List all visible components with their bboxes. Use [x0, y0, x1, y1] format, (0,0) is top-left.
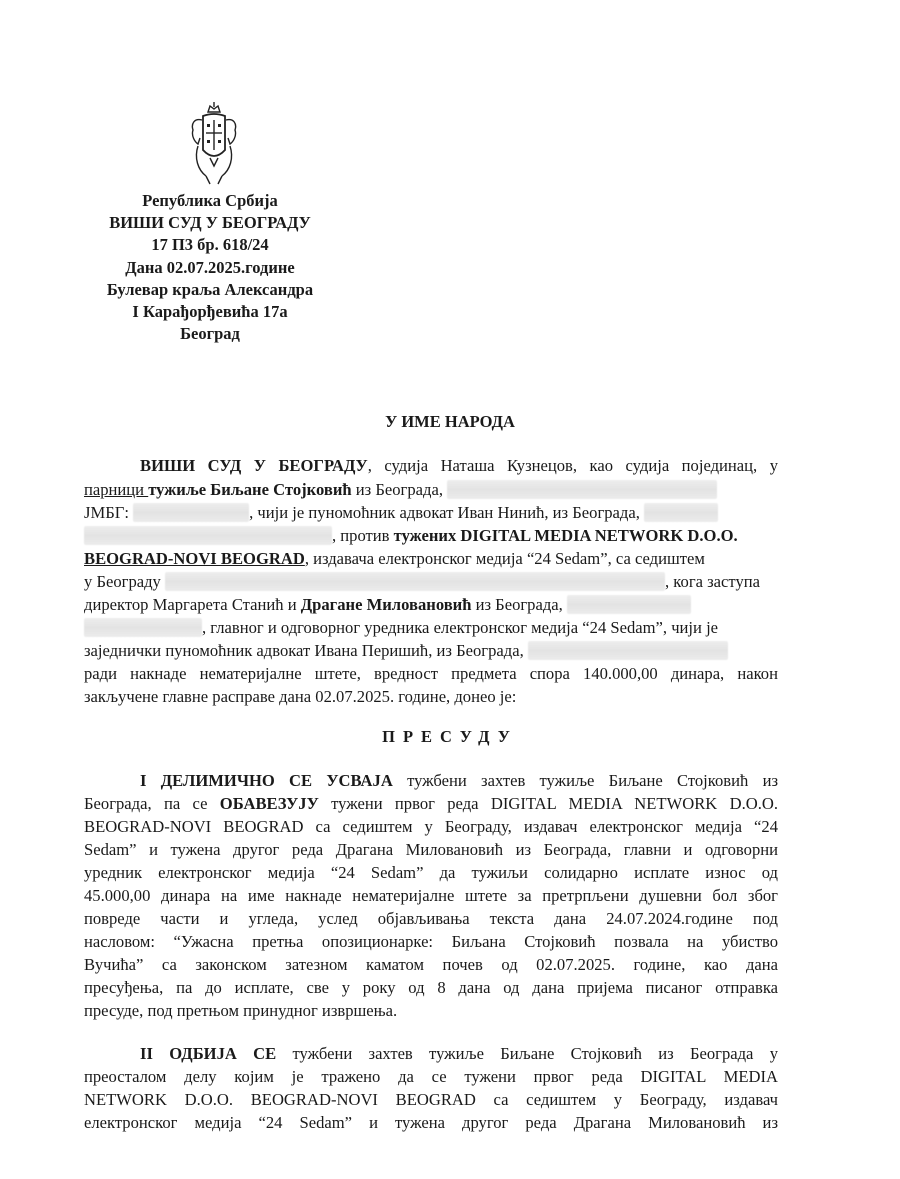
section1-text: Београда, па се	[84, 794, 220, 813]
intro-text: парници	[84, 480, 149, 499]
intro-line-8	[84, 617, 778, 639]
verdict-title: ПРЕСУДУ	[382, 727, 518, 746]
redacted-block	[84, 526, 332, 545]
section1-line-7: повреде части и угледа, услед објављивања текста дана 24.07.2024.године под	[84, 909, 778, 928]
intro-text: , судија Наташа Кузнецов, као судија појединац, у	[367, 456, 778, 475]
case-number: 17 П3 бр. 618/24	[151, 235, 269, 255]
redacted-block	[133, 503, 249, 522]
section2-line-2: преосталом делу којим је тражено да се тужени првог реда DIGITAL MEDIA	[84, 1067, 778, 1086]
section2-text: тужбени захтев тужиље Биљане Стојковић из Београда у	[276, 1044, 779, 1063]
intro-line-11: закључене главне расправе дана 02.07.2025. године, донео је:	[84, 687, 517, 706]
defendant-company: BEOGRAD-NOVI BEOGRAD	[84, 549, 305, 568]
intro-text: , издавача електронског медија “24 Sedam”, са седиштем	[304, 549, 705, 568]
second-defendant-name: Драгане Миловановић	[300, 595, 472, 614]
section2-line-3: NETWORK D.O.O. BEOGRAD-NOVI BEOGRAD са седиштем у Београду, издавач	[84, 1090, 778, 1109]
court-name: ВИШИ СУД У БЕОГРАДУ	[109, 213, 311, 233]
in-the-name-of-the-people-title: У ИМЕ НАРОДА	[385, 412, 515, 431]
redacted-block	[165, 572, 665, 591]
intro-line-1	[140, 455, 778, 477]
section2-heading: II ОДБИЈА СЕ	[140, 1044, 277, 1063]
intro-line-10: ради накнаде нематеријалне штете, вредност предмета спора 140.000,00 динара, након	[84, 664, 778, 683]
intro-line-6	[84, 571, 778, 593]
intro-line-3	[84, 502, 778, 524]
redacted-block	[567, 595, 691, 614]
section1-line-2	[84, 793, 778, 815]
court-name-inline: ВИШИ СУД У БЕОГРАДУ	[140, 456, 368, 475]
intro-line-4	[84, 525, 778, 547]
intro-text: ЈМБГ:	[84, 503, 129, 522]
obligation-keyword: ОБАВЕЗУЈУ	[219, 794, 319, 813]
section1-text: тужбени захтев тужиље Биљане Стојковић из	[392, 771, 779, 790]
intro-text: , главног и одговорног уредника електронског медија “24 Sedam”, чији је	[202, 618, 719, 637]
intro-text: , кога заступа	[665, 572, 760, 591]
section1-line-5: уредник електронског медија “24 Sedam” да тужиљи солидарно исплате износ од	[84, 863, 778, 882]
section1-line-6: 45.000,00 динара на име накнаде нематеријалне штете за претрпљени душевни бол због	[84, 886, 778, 905]
intro-line-9	[84, 640, 778, 662]
section2-line-1	[140, 1043, 778, 1065]
section1-line-1	[140, 770, 778, 792]
intro-text: заједнички пуномоћник адвокат Ивана Перишић, из Београда,	[84, 641, 524, 660]
defendants-name: тужених DIGITAL MEDIA NETWORK D.O.O.	[393, 526, 738, 545]
section1-line-10: пресуђења, па до исплате, све у року од 8 дана од дана пријема писаног отправка	[84, 978, 778, 997]
intro-text: из Београда,	[471, 595, 563, 614]
intro-line-2	[84, 479, 778, 501]
section1-line-11: пресуде, под претњом принудног извршења.	[84, 1001, 398, 1020]
section1-text: тужени првог реда DIGITAL MEDIA NETWORK D.O.O.	[318, 794, 778, 813]
serbian-coat-of-arms-icon	[188, 100, 240, 186]
redacted-block	[528, 641, 728, 660]
intro-line-5	[84, 548, 778, 570]
intro-text: из Београда,	[351, 480, 443, 499]
section1-line-8: насловом: “Ужасна претња опозиционарке: Биљана Стојковић позвала на убиство	[84, 932, 778, 951]
redacted-block	[644, 503, 718, 522]
court-address-line-1: Булевар краља Александра	[106, 279, 314, 299]
redacted-block	[84, 618, 202, 637]
document-date: Дана 02.07.2025.године	[125, 257, 295, 277]
intro-text: у Београду	[84, 572, 161, 591]
intro-text: , чији је пуномоћник адвокат Иван Нинић, из Београда,	[249, 503, 640, 522]
intro-text: , против	[332, 526, 394, 545]
section2-line-4: електронског медија “24 Sedam” и тужена другог реда Драгана Миловановић из	[84, 1113, 778, 1132]
section1-heading: I ДЕЛИМИЧНО СЕ УСВАЈА	[140, 771, 393, 790]
section1-line-4: Sedam” и тужена другог реда Драгана Миловановић из Београда, главни и одговорни	[84, 840, 778, 859]
court-address-line-2: I Карађорђевића 17а	[132, 302, 288, 322]
intro-line-7	[84, 594, 778, 616]
redacted-block	[447, 480, 717, 499]
section1-line-3: BEOGRAD-NOVI BEOGRAD са седиштем у Београду, издавач електронског медија “24	[84, 817, 778, 836]
plaintiff-name: тужиље Биљане Стојковић	[148, 480, 352, 499]
intro-text: директор Маргарета Станић и	[84, 595, 301, 614]
section1-line-9: Вучића” са законском затезном каматом почев од 02.07.2025. године, као дана	[84, 955, 778, 974]
court-header	[60, 190, 360, 345]
court-city: Београд	[180, 324, 240, 344]
republic-name: Република Србија	[142, 191, 278, 210]
